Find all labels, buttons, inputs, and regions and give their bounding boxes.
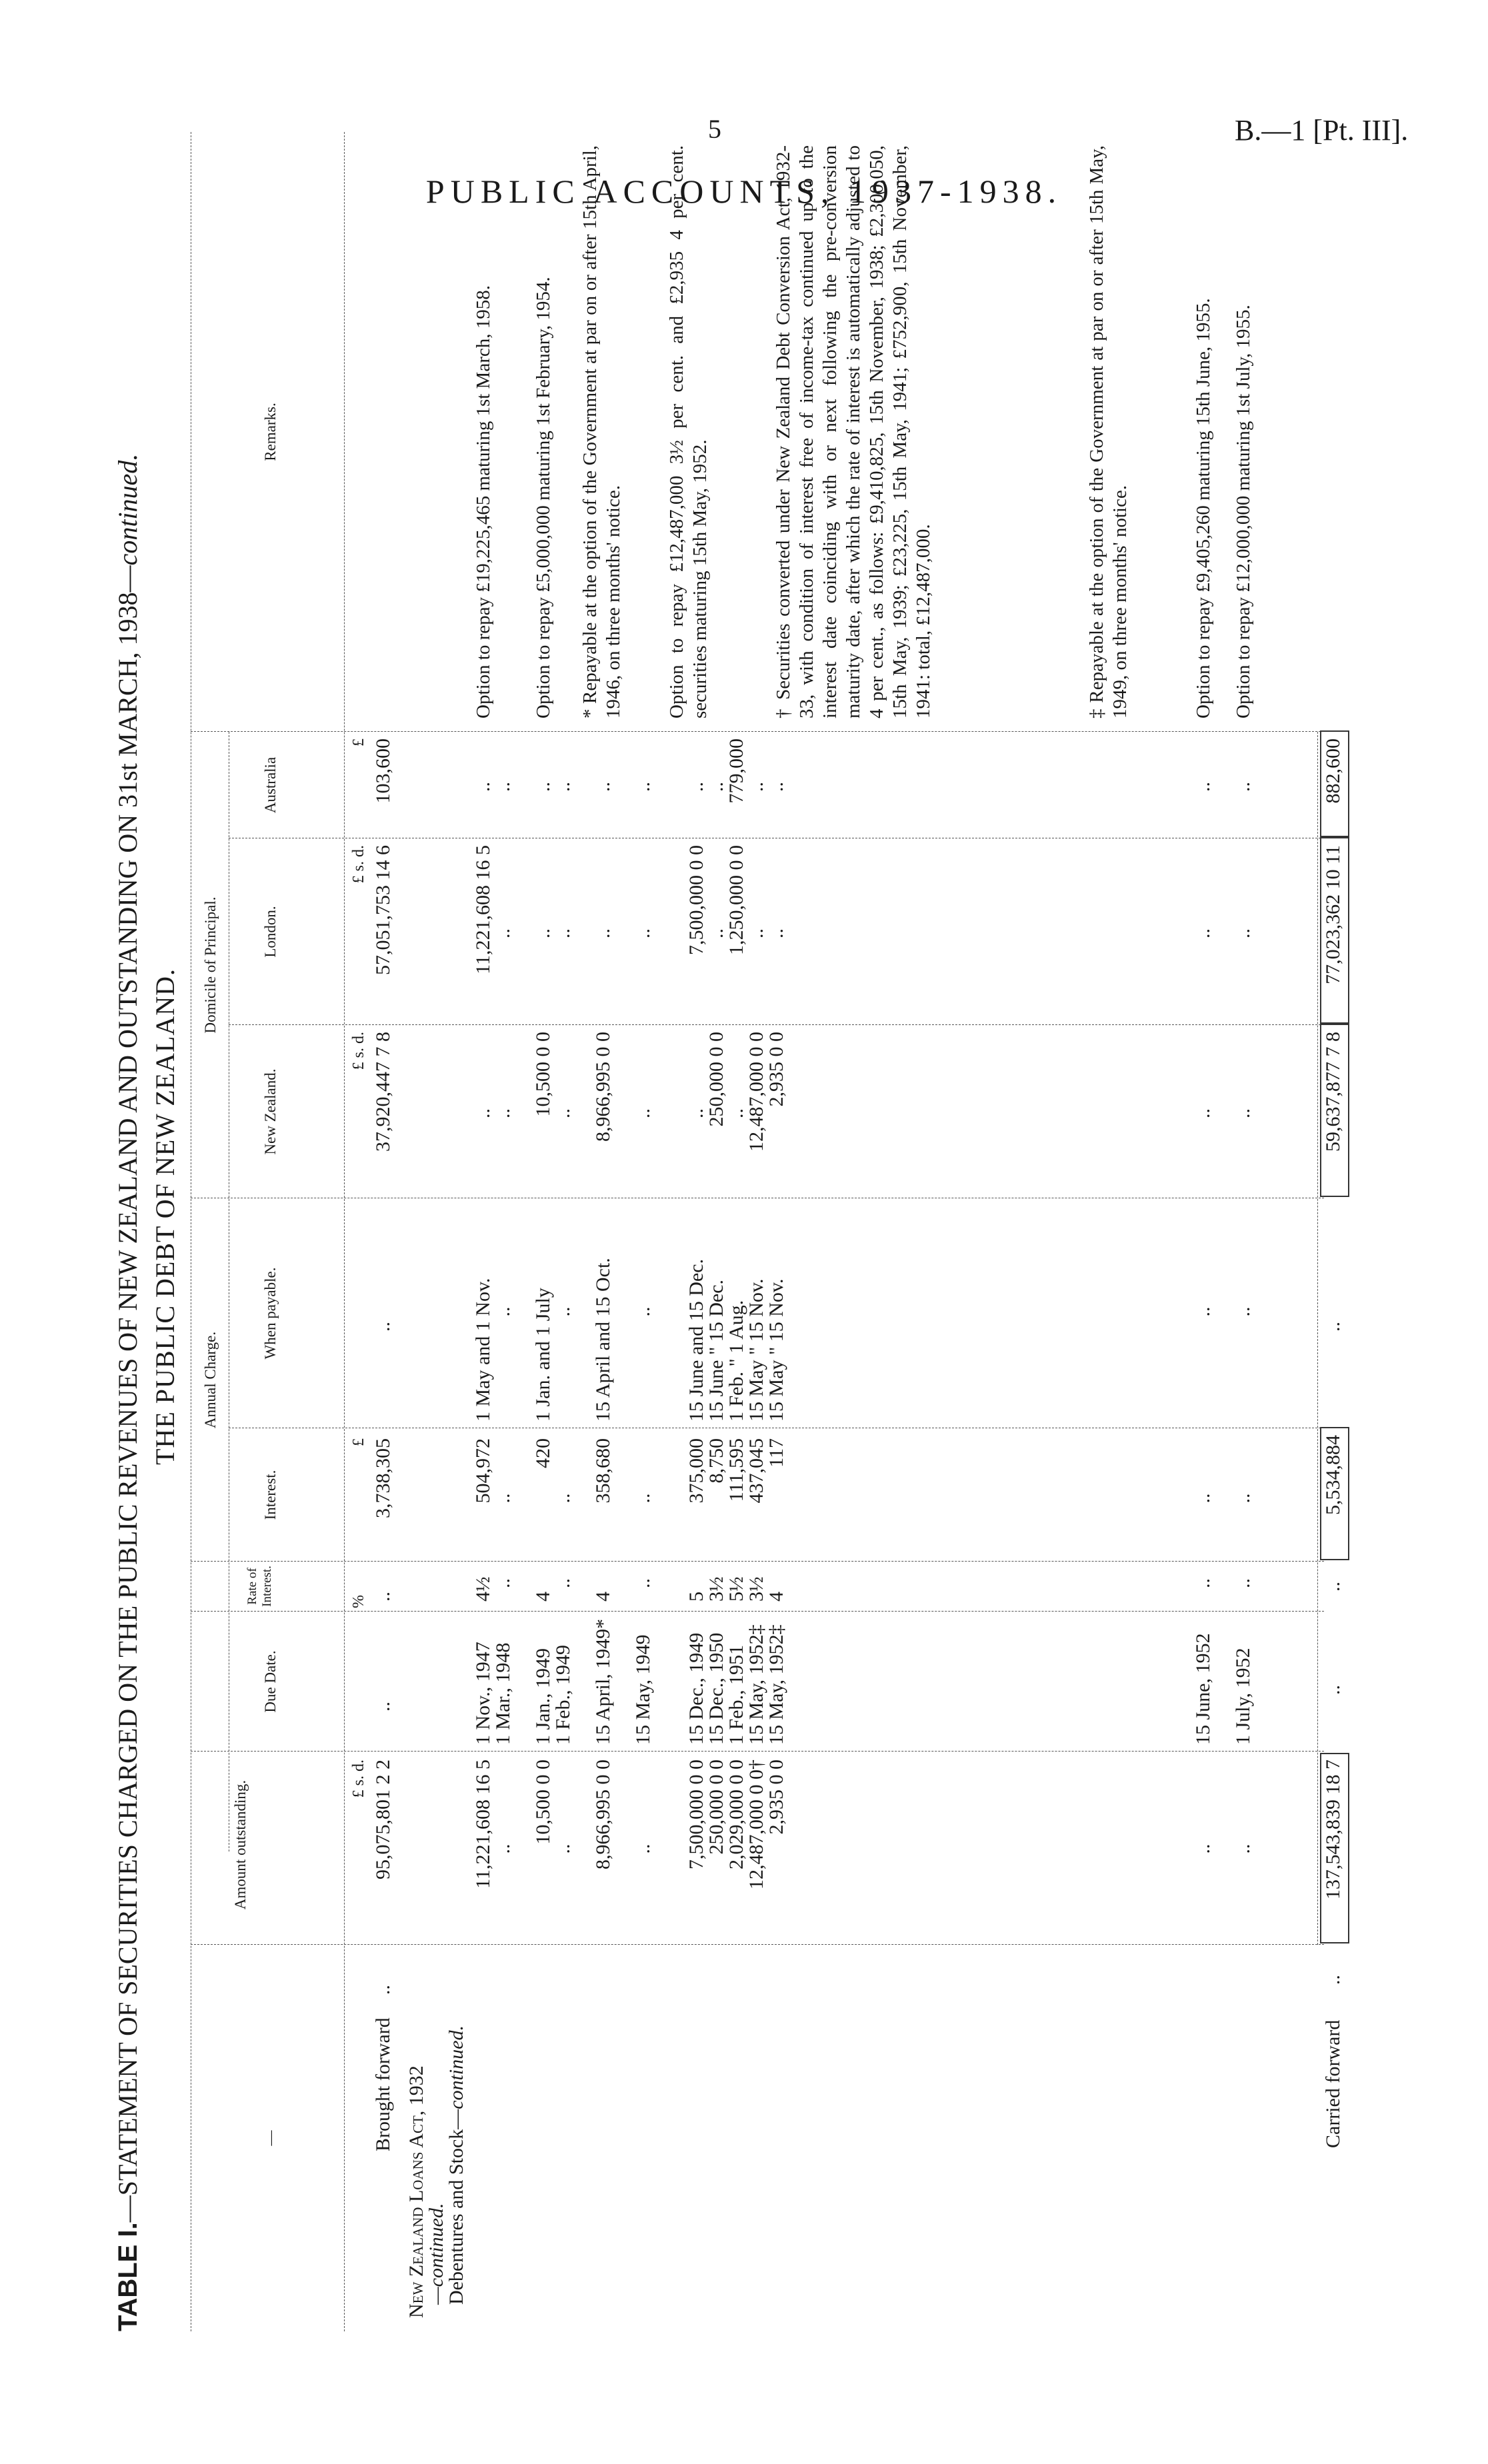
col-header-annual-charge: Annual Charge. [202,1331,219,1429]
row-when-payable: 1 May and 1 Nov. [472,1278,494,1422]
row-when-payable: .. [492,1306,514,1317]
row-london: .. [492,928,514,938]
row-rate: 4 [592,1592,614,1602]
section-act-title: New Zealand Loans Act, 1932 [405,2065,427,2318]
col-sep-remarks [191,731,1324,732]
remark-note: † Securities converted under New Zealand Debt Conversion Act, 1932-33, with condition of interest free of income-tax continued up to the interest date coinciding with or next following the pre-conversion maturity date, after which the rate of interest is automatically adjusted to 4 per cent., as follows: £9,410,825, 15th November, 1938; £2,300,050, 15th May, 1939; £23,225, 15th May, 1941; £752,900, 15th November, 1941: total, £12,487,000. [773,145,934,718]
row-new-zealand: 2,935 0 0 [765,1032,787,1107]
col-sep-london [229,1024,1324,1025]
row-new-zealand: .. [492,1108,514,1118]
row-rate: .. [552,1578,574,1588]
row-australia: .. [532,782,554,792]
carried-forward-new-zealand: 59,637,877 7 8 [1322,1032,1344,1152]
row-australia: .. [705,782,727,792]
row-new-zealand: .. [1192,1108,1214,1118]
row-london: 11,221,608 16 5 [472,845,494,974]
row-australia: .. [592,782,614,792]
row-london: .. [592,928,614,938]
row-rate: 3½ [745,1576,767,1602]
col-header-domicile: Domicile of Principal. [202,896,219,1034]
section-subheading-continued: continued. [445,2025,467,2109]
row-rate: 5½ [725,1576,747,1602]
brought-forward-new-zealand: 37,920,447 7 8 [372,1032,394,1152]
row-when-payable: .. [632,1306,654,1317]
unit-australia: £ [350,738,367,746]
row-australia: .. [685,782,707,792]
row-australia: .. [472,782,494,792]
row-amount: .. [552,1844,574,1854]
row-london: 7,500,000 0 0 [685,845,707,955]
carried-forward-amount: 137,543,839 18 7 [1322,1760,1344,1899]
col-header-due-date: Due Date. [262,1650,279,1713]
col-sep-rate [191,1611,1324,1612]
row-interest: 420 [532,1438,554,1468]
row-due-date: 1 Feb., 1949 [552,1645,574,1745]
table-title-text: —STATEMENT OF SECURITIES CHARGED ON THE PUBLIC REVENUES OF NEW ZEALAND AND OUTSTANDING ON 31st MARCH, 1938— [113,565,143,2223]
row-london: .. [1232,928,1254,938]
row-new-zealand: 10,500 0 0 [532,1032,554,1117]
row-london: .. [765,928,787,938]
row-australia: .. [745,782,767,792]
row-new-zealand: 12,487,000 0 0 [745,1032,767,1152]
remark-note: * Repayable at the option of the Government at par on or after 15th April, 1946, on three months' notice. [579,145,624,718]
row-interest: .. [492,1493,514,1504]
col-header-remarks: Remarks. [262,403,279,461]
carried-forward-interest: 5,534,884 [1322,1435,1344,1515]
row-australia: .. [632,782,654,792]
row-interest: .. [1192,1493,1214,1504]
col-header-amount: Amount outstanding. [232,1780,249,1910]
row-interest: 111,595 [725,1438,747,1502]
document-reference: B.—1 [Pt. III]. [1235,114,1409,147]
row-interest: 117 [765,1438,787,1468]
brought-forward-australia: 103,600 [372,738,394,804]
row-when-payable: .. [552,1306,574,1317]
rotated-table-page [112,132,1379,2331]
row-due-date: 15 May, 1952‡ [765,1624,787,1745]
row-when-payable: 1 Jan. and 1 July [532,1288,554,1422]
row-interest: .. [632,1493,654,1504]
row-amount: .. [1232,1844,1254,1854]
col-header-interest: Interest. [262,1470,279,1520]
row-amount: 10,500 0 0 [532,1760,554,1845]
row-australia: .. [552,782,574,792]
carried-forward-rate: .. [1322,1582,1344,1592]
brought-forward-amount: 95,075,801 2 2 [372,1760,394,1879]
brought-forward-rate: .. [372,1592,394,1602]
row-australia: .. [765,782,787,792]
row-due-date: 15 June, 1952 [1192,1633,1214,1745]
row-when-payable: .. [1192,1306,1214,1317]
row-interest: 8,750 [705,1438,727,1484]
row-new-zealand: 8,966,995 0 0 [592,1032,614,1142]
row-when-payable: .. [1232,1306,1254,1317]
row-amount: .. [492,1844,514,1854]
row-australia: .. [492,782,514,792]
row-due-date: 1 July, 1952 [1232,1648,1254,1745]
row-when-payable: 1 Feb. " 1 Aug. [725,1300,747,1422]
brought-forward-label: Brought forward [372,2017,394,2151]
col-header-london: London. [262,906,279,958]
col-header-description: — [262,2130,279,2146]
row-when-payable: 15 June " 15 Dec. [705,1279,727,1422]
row-amount: 7,500,000 0 0 [685,1760,707,1869]
col-header-new-zealand: New Zealand. [262,1068,279,1155]
table-subtitle: THE PUBLIC DEBT OF NEW ZEALAND. [150,968,180,1465]
carried-forward-when-payable: .. [1322,1322,1344,1332]
row-london: 1,250,000 0 0 [725,845,747,955]
remark-note: Option to repay £12,487,000 3½ per cent. and £2,935 4 per cent. securities maturing 15th May, 1952. [666,145,711,718]
row-new-zealand: .. [472,1108,494,1118]
row-rate: .. [1192,1578,1214,1588]
carried-forward-australia: 882,600 [1322,738,1344,804]
col-header-australia: Australia [262,756,279,814]
row-interest: .. [1232,1493,1254,1504]
row-when-payable: 15 May " 15 Nov. [745,1278,767,1422]
row-rate: .. [1232,1578,1254,1588]
page-number: 5 [708,114,721,144]
col-sep-due [191,1751,1324,1752]
row-amount: 2,029,000 0 0 [725,1760,747,1869]
row-amount: .. [632,1844,654,1854]
row-new-zealand: 250,000 0 0 [705,1032,727,1127]
col-sep-interest [191,1561,1324,1562]
carried-forward-due-date: .. [1322,1685,1344,1695]
row-australia: .. [1192,782,1214,792]
row-rate: 5 [685,1592,707,1602]
row-interest: 358,680 [592,1438,614,1504]
col-sep-amount [191,1944,1324,1945]
row-amount: 2,935 0 0 [765,1760,787,1835]
table-title-continued: continued. [113,453,143,566]
row-when-payable: 15 May " 15 Nov. [765,1278,787,1422]
row-when-payable: 15 April and 15 Oct. [592,1258,614,1422]
row-amount: 12,487,000 0 0† [745,1760,767,1889]
row-new-zealand: .. [725,1108,747,1118]
table-label: TABLE I. [113,2222,143,2331]
remark-note: Option to repay £12,000,000 maturing 1st July, 1955. [1233,305,1254,718]
row-london: .. [705,928,727,938]
col-header-rate: Rate of Interest. [245,1566,274,1607]
row-amount: .. [1192,1844,1214,1854]
unit-interest: £ [350,1438,367,1446]
row-london: .. [552,928,574,938]
row-due-date: 1 Jan., 1949 [532,1648,554,1745]
brought-forward-due-date: .. [372,1702,394,1712]
unit-london: £ s. d. [350,845,367,884]
remark-note: Option to repay £19,225,465 maturing 1st March, 1958. [473,285,494,718]
col-header-when-payable: When payable. [262,1267,279,1360]
section-subheading [445,2025,468,2305]
brought-forward-london: 57,051,753 14 6 [372,845,394,975]
row-interest: .. [552,1493,574,1504]
remark-note: Option to repay £9,405,260 maturing 15th June, 1955. [1193,298,1214,718]
row-when-payable: 15 June and 15 Dec. [685,1258,707,1422]
row-rate: 4 [765,1592,787,1602]
row-due-date: 15 Dec., 1949 [685,1632,707,1745]
row-rate: 4½ [472,1576,494,1602]
unit-new-zealand: £ s. d. [350,1032,367,1070]
row-london: .. [532,928,554,938]
row-interest: 437,045 [745,1438,767,1504]
table-title [112,454,143,2331]
row-new-zealand: .. [685,1108,707,1118]
row-new-zealand: .. [552,1108,574,1118]
row-interest: 504,972 [472,1438,494,1504]
row-due-date: 15 April, 1949* [592,1618,614,1745]
row-new-zealand: .. [632,1108,654,1118]
row-due-date: 15 Dec., 1950 [705,1632,727,1745]
row-rate: 3½ [705,1576,727,1602]
section-subheading-text: Debentures and Stock— [445,2109,467,2305]
row-rate: 4 [532,1592,554,1602]
row-rate: .. [492,1578,514,1588]
row-due-date: 1 Feb., 1951 [725,1645,747,1745]
row-due-date: 1 Nov., 1947 [472,1642,494,1745]
page-heading: PUBLIC ACCOUNTS, 1937-1938. [425,173,1063,210]
row-rate: .. [632,1578,654,1588]
carried-forward-london: 77,023,362 10 11 [1322,845,1344,984]
remark-note: Option to repay £5,000,000 maturing 1st February, 1954. [533,277,554,718]
row-interest: 375,000 [685,1438,707,1504]
total-rule-top [1317,732,1318,1945]
leader-dots: .. [372,1985,394,1995]
row-amount: 11,221,608 16 5 [472,1760,494,1889]
row-due-date: 1 Mar., 1948 [492,1642,514,1745]
unit-rate: % [350,1595,367,1608]
leader-dots: .. [1322,1975,1344,1985]
unit-amount: £ s. d. [350,1760,367,1798]
row-amount: 250,000 0 0 [705,1760,727,1855]
brought-forward-interest: 3,738,305 [372,1438,394,1518]
row-london: .. [1192,928,1214,938]
row-new-zealand: .. [1232,1108,1254,1118]
header-rule-bottom [344,132,345,2331]
row-australia: 779,000 [725,738,747,804]
row-due-date: 15 May, 1952‡ [745,1624,767,1745]
row-australia: .. [1232,782,1254,792]
row-amount: 8,966,995 0 0 [592,1760,614,1869]
remark-note: ‡ Repayable at the option of the Government at par on or after 15th May, 1949, on three months' notice. [1086,145,1131,718]
carried-forward-label: Carried forward [1322,2019,1344,2148]
section-act-continued: —continued. [425,2203,447,2305]
brought-forward-when-payable: .. [372,1322,394,1332]
row-due-date: 15 May, 1949 [632,1634,654,1745]
row-london: .. [745,928,767,938]
row-london: .. [632,928,654,938]
